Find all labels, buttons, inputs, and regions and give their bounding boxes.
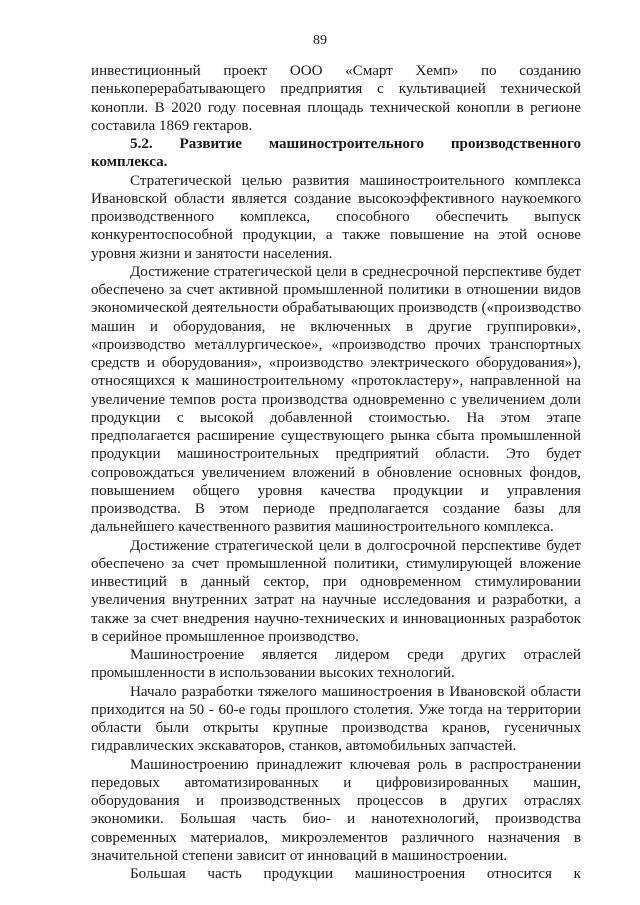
paragraph: Машиностроение является лидером среди других отраслей промышленности в использовании высоких технологий. xyxy=(91,647,581,682)
page-body xyxy=(91,62,581,883)
paragraph-truncated: Большая часть продукции машиностроения относится к xyxy=(130,866,581,882)
section-heading: 5.2. Развитие машиностроительного производственного комплекса. xyxy=(91,136,581,171)
paragraph-continuation: инвестиционный проект ООО «Смарт Хемп» по созданию пенькоперерабатывающего предприятия с культивацией технической конопли. В 2020 году посевная площадь технической конопли в регионе составила 1869 гектаров. xyxy=(91,63,581,134)
page-number: 89 xyxy=(313,33,327,48)
paragraph: Стратегической целью развития машиностроительного комплекса Ивановской области является создание высокоэффективного наукоемкого производственного комплекса, способного обеспечить выпуск конкурентоспособной продукции, а также повышение на этой основе уровня жизни и занятости населения. xyxy=(91,172,581,262)
paragraph: Начало разработки тяжелого машиностроения в Ивановской области приходится на 50 - 60-е годы прошлого столетия. Уже тогда на территории области были открыты крупные производства кранов, гусеничных гидравлических экскаваторов, станков, автомобильных запчастей. xyxy=(91,683,581,755)
paragraph: Машиностроению принадлежит ключевая роль в распространении передовых автоматизированных и цифровизированных машин, оборудования и производственных процессов в других отраслях экономики. Большая часть био- и нанотехнологий, производства современных материалов, микроэлементов различного назначения в значительной степени зависит от инноваций в машиностроении. xyxy=(91,756,581,864)
paragraph: Достижение стратегической цели в среднесрочной перспективе будет обеспечено за счет активной промышленной политики в отношении видов экономической деятельности обрабатывающих производств («производство машин и оборудования, не включенных в другие группировки», «производство металлургическое», «производство прочих транспортных средств и оборудования», «производство электрического оборудования»), относящихся к машиностроительному «протокластеру», направленной на увеличение темпов роста производства одновременно с увеличением доли продукции с высокой добавленной стоимостью. На этом этапе предполагается расширение существующего рынка сбыта промышленной продукции машиностроительных предприятий области. Это будет сопровождаться увеличением вложений в обновление основных фондов, повышением общего уровня качества продукции и управления производства. В этом периоде предполагается создание базы для дальнейшего качественного развития машиностроительного комплекса. xyxy=(91,263,581,536)
paragraph: Достижение стратегической цели в долгосрочной перспективе будет обеспечено за счет промышленной политики, стимулирующей вложение инвестиций в данный сектор, при одновременном стимулировании увеличения внутренних затрат на научные исследования и разработки, а также за счет внедрения научно-технических и инновационных разработок в серийное промышленное производство. xyxy=(91,537,581,645)
